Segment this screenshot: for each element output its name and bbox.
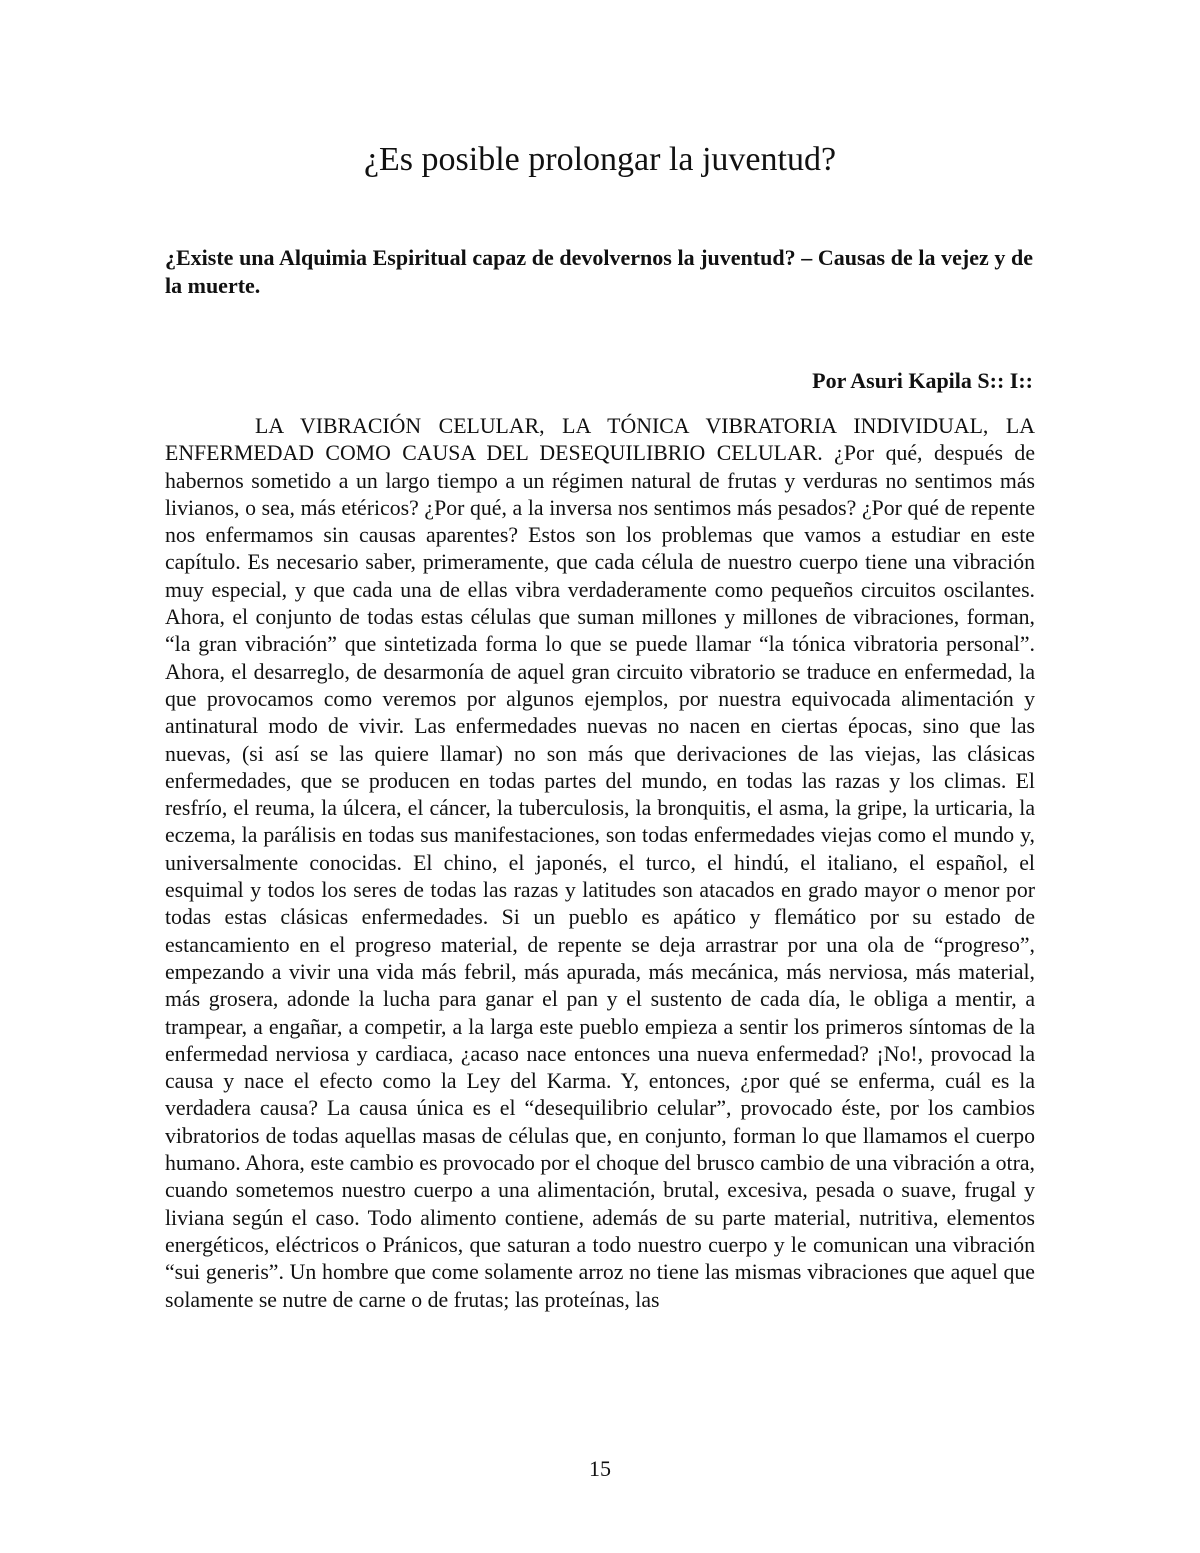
page-title: ¿Es posible prolongar la juventud? <box>363 141 837 178</box>
author-byline: Por Asuri Kapila S:: I:: <box>812 368 1033 393</box>
body-paragraph: LA VIBRACIÓN CELULAR, LA TÓNICA VIBRATORIA INDIVIDUAL, LA ENFERMEDAD COMO CAUSA DEL DESEQUILIBRIO CELULAR. ¿Por qué, después de habernos sometido a un largo tiempo a un régimen natural de frutas y verduras no sentimos más livianos, o sea, más etéricos? ¿Por qué, a la inversa nos sentimos más pesados? ¿Por qué de repente nos enfermamos sin causas aparentes? Estos son los problemas que vamos a estudiar en este capítulo. Es necesario saber, primeramente, que cada célula de nuestro cuerpo tiene una vibración muy especial, y que cada una de ellas vibra verdaderamente como pequeños circuitos oscilantes. Ahora, el conjunto de todas estas células que suman millones y millones de vibraciones, forman, “la gran vibración” que sintetizada forma lo que se puede llamar “la tónica vibratoria personal”. Ahora, el desarreglo, de desarmonía de aquel gran circuito vibratorio se traduce en enfermedad, la que provocamos como veremos por algunos ejemplos, por nuestra equivocada alimentación y antinatural modo de vivir. Las enfermedades nuevas no nacen en ciertas épocas, sino que las nuevas, (si así se las quiere llamar) no son más que derivaciones de las viejas, las clásicas enfermedades, que se producen en todas partes del mundo, en todas las razas y los climas. El resfrío, el reuma, la úlcera, el cáncer, la tuberculosis, la bronquitis, el asma, la gripe, la urticaria, la eczema, la parálisis en todas sus manifestaciones, son todas enfermedades viejas como el mundo y, universalmente conocidas. El chino, el japonés, el turco, el hindú, el italiano, el español, el esquimal y todos los seres de todas las razas y latitudes son atacados en grado mayor o menor por todas estas clásicas enfermedades. Si un pueblo es apático y flemático por su estado de estancamiento en el progreso material, de repente se deja arrastrar por una ola de “progreso”, empezando a vivir una vida más febril, más apurada, más mecánica, más nerviosa, más material, más grosera, adonde la lucha para ganar el pan y el sustento de cada día, le obliga a mentir, a trampear, a engañar, a competir, a la larga este pueblo empieza a sentir los primeros síntomas de la enfermedad nerviosa y cardiaca, ¿acaso nace entonces una nueva enfermedad? ¡No!, provocad la causa y nace el efecto como la Ley del Karma. Y, entonces, ¿por qué se enferma, cuál es la verdadera causa? La causa única es el “desequilibrio celular”, provocado éste, por los cambios vibratorios de todas aquellas masas de células que, en conjunto, forman lo que llamamos el cuerpo humano. Ahora, este cambio es provocado por el choque del brusco cambio de una vibración a otra, cuando sometemos nuestro cuerpo a una alimentación, brutal, excesiva, pesada o suave, frugal y liviana según el caso. Todo alimento contiene, además de su parte material, nutritiva, elementos energéticos, eléctricos o Pránicos, que saturan a todo nuestro cuerpo y le comunican una vibración “sui generis”. Un hombre que come solamente arroz no tiene las mismas vibraciones que aquel que solamente se nutre de carne o de frutas; las proteínas, las <box>165 414 1035 1312</box>
subtitle: ¿Existe una Alquimia Espiritual capaz de devolvernos la juventud? – Causas de la vejez y de la muerte. <box>165 245 1033 298</box>
page-number: 15 <box>589 1456 611 1481</box>
